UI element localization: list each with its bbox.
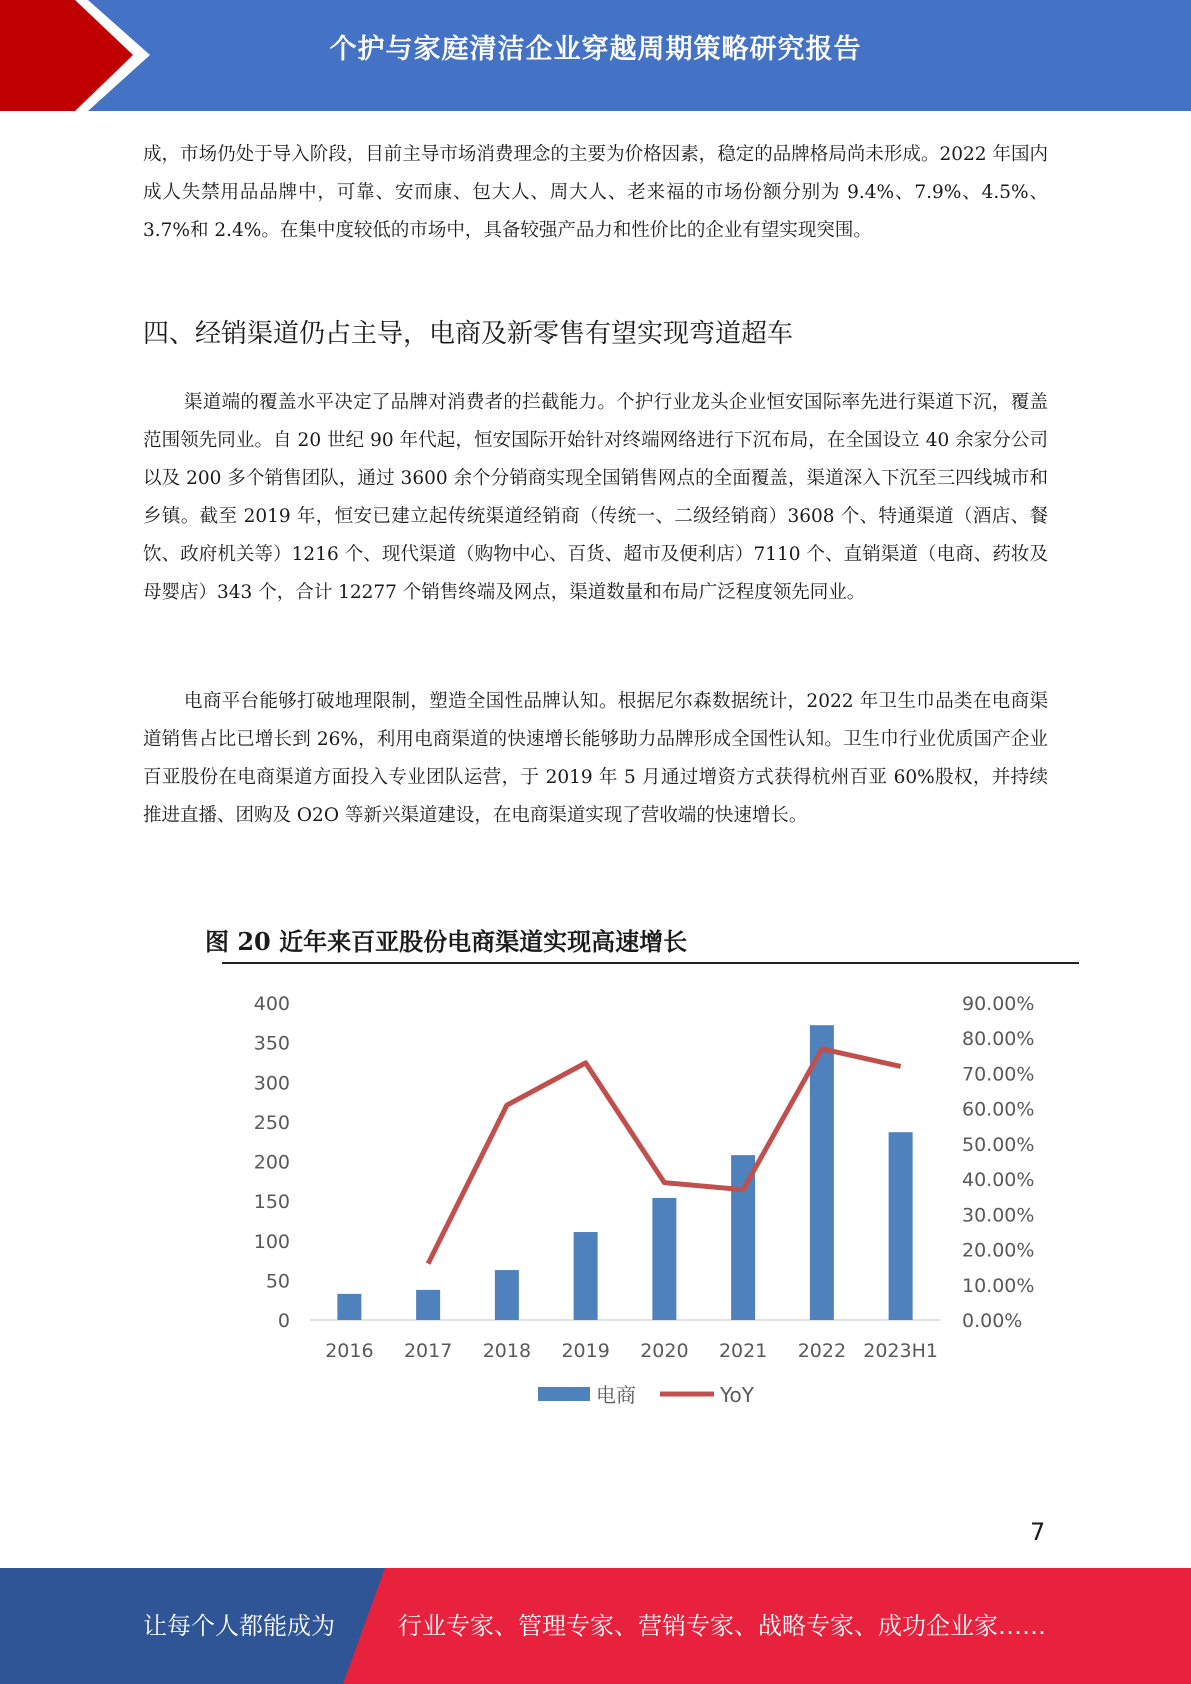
bar-ecommerce: [574, 1232, 598, 1320]
x-tick-label: 2020: [640, 1340, 689, 1362]
figure-title-rule: [222, 962, 1079, 964]
paragraph-market-share: 成，市场仍处于导入阶段，目前主导市场消费理念的主要为价格因素，稳定的品牌格局尚未形成。2022 年国内成人失禁用品品牌中，可靠、安而康、包大人、周大人、老来福的市场份额分别为 9.4%、7.9%、4.5%、3.7%和 2.4%。在集中度较低的市场中，具备较强产品力和性价比的企业有望实现突围。: [143, 144, 1048, 241]
report-title: 个护与家庭清洁企业穿越周期策略研究报告: [329, 34, 862, 65]
y-tick-label: 300: [253, 1072, 290, 1095]
y2-tick-label: 90.00%: [962, 993, 1035, 1015]
y2-tick-label: 60.00%: [962, 1098, 1035, 1121]
y2-tick-label: 70.00%: [962, 1063, 1035, 1086]
y2-tick-label: 0.00%: [962, 1310, 1023, 1332]
legend-label-yoy: YoY: [720, 1383, 755, 1407]
bar-ecommerce: [495, 1270, 519, 1320]
paragraph-distribution-channels: 渠道端的覆盖水平决定了品牌对消费者的拦截能力。个护行业龙头企业恒安国际率先进行渠道下沉，覆盖范围领先同业。自 20 世纪 90 年代起，恒安国际开始针对终端网络进行下沉布局，在全国设立 40 余家分公司以及 200 多个销售团队，通过 3600 余个分销商实现全国销售网点的全面覆盖，渠道深入下沉至三四线城市和乡镇。截至 2019 年，恒安已建立起传统渠道经销商（传统一、二级经销商）3608 个、特通渠道（酒店、餐饮、政府机关等）1216 个、现代渠道（购物中心、百货、超市及便利店）7110 个、直销渠道（电商、药妆及母婴店）343 个，合计 12277 个销售终端及网点，渠道数量和布局广泛程度领先同业。: [143, 392, 1048, 603]
y2-tick-label: 80.00%: [962, 1028, 1035, 1051]
x-tick-label: 2018: [482, 1340, 532, 1362]
y2-tick-label: 30.00%: [962, 1204, 1035, 1227]
bar-ecommerce: [731, 1155, 755, 1320]
legend-swatch-ecommerce: [538, 1387, 590, 1401]
y-tick-label: 200: [253, 1151, 290, 1174]
bar-ecommerce: [416, 1290, 440, 1320]
footer-roles: 行业专家、管理专家、营销专家、战略专家、成功企业家……: [398, 1612, 1046, 1640]
footer-slogan: 让每个人都能成为: [143, 1612, 335, 1640]
x-tick-label: 2023H1: [863, 1340, 938, 1362]
y-tick-label: 400: [253, 993, 290, 1015]
y2-tick-label: 10.00%: [962, 1274, 1035, 1297]
footer-band: [0, 1568, 1191, 1684]
bar-ecommerce: [652, 1198, 676, 1320]
y-tick-label: 100: [253, 1230, 290, 1253]
paragraph-ecommerce: 电商平台能够打破地理限制，塑造全国性品牌认知。根据尼尔森数据统计，2022 年卫生巾品类在电商渠道销售占比已增长到 26%，利用电商渠道的快速增长能够助力品牌形成全国性认知。卫生巾行业优质国产企业百亚股份在电商渠道方面投入专业团队运营，于 2019 年 5 月通过增资方式获得杭州百亚 60%股权，并持续推进直播、团购及 O2O 等新兴渠道建设，在电商渠道实现了营收端的快速增长。: [143, 691, 1048, 826]
bar-ecommerce: [889, 1132, 913, 1320]
y-tick-label: 0: [277, 1310, 290, 1332]
x-tick-label: 2016: [325, 1340, 374, 1362]
x-tick-label: 2017: [403, 1340, 453, 1362]
x-tick-label: 2019: [561, 1340, 610, 1362]
x-tick-label: 2021: [718, 1340, 768, 1362]
ecommerce-chart: [222, 975, 1079, 1420]
figure-title: 图 20 近年来百亚股份电商渠道实现高速增长: [205, 927, 688, 956]
page-number: 7: [1030, 1518, 1046, 1546]
section-heading: 四、经销渠道仍占主导，电商及新零售有望实现弯道超车: [143, 319, 794, 349]
bar-ecommerce: [810, 1025, 834, 1320]
report-header: [0, 0, 1191, 111]
legend-label-ecommerce: 电商: [596, 1383, 636, 1407]
y-tick-label: 350: [253, 1032, 290, 1055]
y-tick-label: 150: [253, 1191, 290, 1214]
y-tick-label: 50: [265, 1270, 290, 1293]
y2-tick-label: 50.00%: [962, 1133, 1035, 1156]
y2-tick-label: 40.00%: [962, 1169, 1035, 1192]
y-tick-label: 250: [253, 1111, 290, 1134]
bar-ecommerce: [337, 1294, 361, 1320]
y2-tick-label: 20.00%: [962, 1239, 1035, 1262]
x-tick-label: 2022: [797, 1340, 847, 1362]
